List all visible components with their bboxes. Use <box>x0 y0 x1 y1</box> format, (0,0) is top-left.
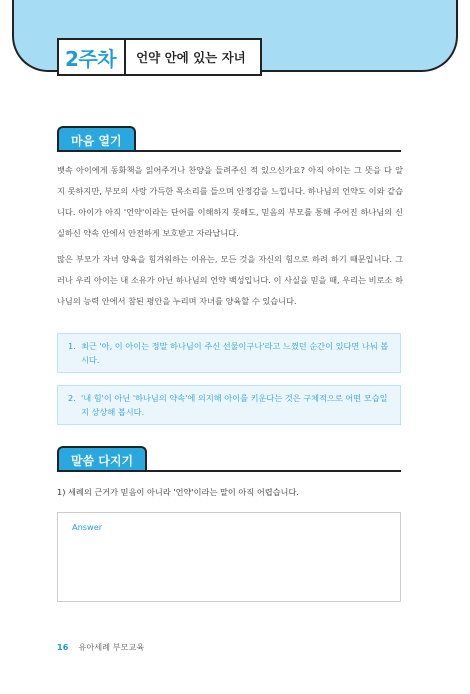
page-footer <box>57 642 144 653</box>
paragraph-2: 많은 부모가 자녀 양육을 힘겨워하는 이유는, 모든 것을 자신의 힘으로 하려 하기 때문입니다. 그러나 우리 아이는 내 소유가 아닌 하나님의 언약 백성입니다. 이 사실을 믿을 때, 우리는 비로소 하나님의 능력 안에서 참된 평안을 누리며 자녀를 양육할 수 있습니다. <box>57 254 403 306</box>
answer-label: Answer <box>72 522 103 532</box>
answer-box[interactable] <box>57 512 401 602</box>
question-number: 2. <box>68 393 76 403</box>
study-question: 1) 세례의 근거가 믿음이 아니라 '언약'이라는 말이 아직 어렵습니다. <box>57 487 299 497</box>
paragraph-1: 뱃속 아이에게 동화책을 읽어주거나 찬양을 들려주신 적 있으신가요? 아직 아이는 그 뜻을 다 알지 못하지만, 부모의 사랑 가득한 목소리를 들으며 안정감을 느낍니다. 하나님의 언약도 이와 같습니다. 아이가 아직 '언약'이라는 단어를 이해하지 못해도, 믿음의 부모를 통해 주어진 하나님의 신실하신 약속 안에서 안전하게 보호받고 자라납니다. <box>57 165 403 238</box>
chapter-title: 언약 안에 있는 자녀 <box>136 50 246 65</box>
question-box-2 <box>57 385 401 425</box>
chapter-header <box>57 38 262 76</box>
section-tab-word: 말씀 다지기 <box>57 446 147 472</box>
question-number: 1. <box>68 341 76 351</box>
section-divider <box>57 470 401 472</box>
section-divider <box>57 150 401 152</box>
page-number: 16 <box>57 642 69 652</box>
section-tab-open-heart: 마음 열기 <box>57 126 136 152</box>
question-text: 최근 '아, 이 아이는 정말 하나님이 주신 선물이구나'라고 느꼈던 순간이 있다면 나눠 봅시다. <box>81 341 389 365</box>
book-title: 유아세례 부모교육 <box>78 642 145 652</box>
week-number: 2주차 <box>59 40 126 74</box>
question-box-1 <box>57 333 401 373</box>
question-text: '내 힘'이 아닌 '하나님의 약속'에 의지해 아이를 키운다는 것은 구체적으로 어떤 모습일지 상상해 봅시다. <box>81 393 388 417</box>
